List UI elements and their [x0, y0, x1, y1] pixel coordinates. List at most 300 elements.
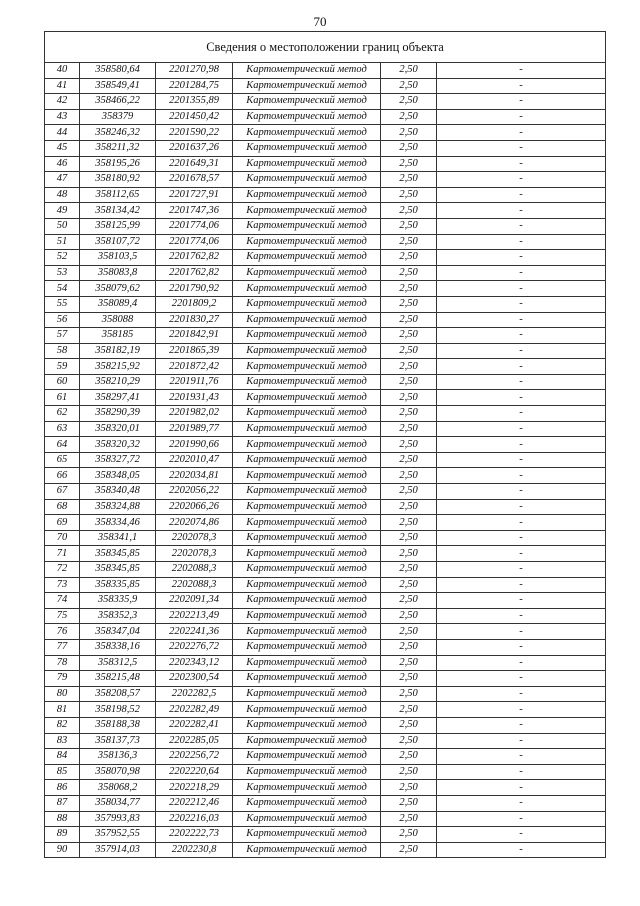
- accuracy-cell: 2,50: [381, 406, 437, 422]
- note-cell: -: [437, 250, 606, 266]
- y-coordinate-cell: 2201450,42: [156, 109, 233, 125]
- note-cell: -: [437, 593, 606, 609]
- method-cell: Картометрический метод: [233, 780, 381, 796]
- method-cell: Картометрический метод: [233, 78, 381, 94]
- note-cell: -: [437, 63, 606, 79]
- point-number-cell: 80: [45, 686, 80, 702]
- method-cell: Картометрический метод: [233, 764, 381, 780]
- x-coordinate-cell: 358335,85: [80, 577, 156, 593]
- note-cell: -: [437, 717, 606, 733]
- table-row: [45, 281, 606, 297]
- method-cell: Картометрический метод: [233, 437, 381, 453]
- point-number-cell: 54: [45, 281, 80, 297]
- table-row: [45, 359, 606, 375]
- note-cell: -: [437, 421, 606, 437]
- y-coordinate-cell: 2202078,3: [156, 530, 233, 546]
- y-coordinate-cell: 2202213,49: [156, 608, 233, 624]
- accuracy-cell: 2,50: [381, 203, 437, 219]
- table-row: [45, 546, 606, 562]
- note-cell: -: [437, 686, 606, 702]
- method-cell: Картометрический метод: [233, 234, 381, 250]
- x-coordinate-cell: 358034,77: [80, 795, 156, 811]
- method-cell: Картометрический метод: [233, 63, 381, 79]
- table-row: [45, 203, 606, 219]
- point-number-cell: 71: [45, 546, 80, 562]
- accuracy-cell: 2,50: [381, 452, 437, 468]
- note-cell: -: [437, 795, 606, 811]
- note-cell: -: [437, 78, 606, 94]
- x-coordinate-cell: 358348,05: [80, 468, 156, 484]
- note-cell: -: [437, 577, 606, 593]
- note-cell: -: [437, 281, 606, 297]
- table-row: [45, 78, 606, 94]
- x-coordinate-cell: 358290,39: [80, 406, 156, 422]
- accuracy-cell: 2,50: [381, 63, 437, 79]
- point-number-cell: 73: [45, 577, 80, 593]
- note-cell: -: [437, 234, 606, 250]
- y-coordinate-cell: 2202216,03: [156, 811, 233, 827]
- table-row: [45, 686, 606, 702]
- x-coordinate-cell: 358340,48: [80, 484, 156, 500]
- y-coordinate-cell: 2202343,12: [156, 655, 233, 671]
- method-cell: Картометрический метод: [233, 203, 381, 219]
- table-row: [45, 218, 606, 234]
- x-coordinate-cell: 358125,99: [80, 218, 156, 234]
- table-row: [45, 795, 606, 811]
- method-cell: Картометрический метод: [233, 546, 381, 562]
- y-coordinate-cell: 2202074,86: [156, 515, 233, 531]
- point-number-cell: 58: [45, 343, 80, 359]
- table-row: [45, 374, 606, 390]
- note-cell: -: [437, 499, 606, 515]
- accuracy-cell: 2,50: [381, 655, 437, 671]
- x-coordinate-cell: 358107,72: [80, 234, 156, 250]
- method-cell: Картометрический метод: [233, 608, 381, 624]
- table-row: [45, 749, 606, 765]
- table-row: [45, 265, 606, 281]
- note-cell: -: [437, 437, 606, 453]
- table-row: [45, 562, 606, 578]
- x-coordinate-cell: 358312,5: [80, 655, 156, 671]
- accuracy-cell: 2,50: [381, 125, 437, 141]
- method-cell: Картометрический метод: [233, 94, 381, 110]
- accuracy-cell: 2,50: [381, 468, 437, 484]
- y-coordinate-cell: 2201649,31: [156, 156, 233, 172]
- y-coordinate-cell: 2201990,66: [156, 437, 233, 453]
- y-coordinate-cell: 2201747,36: [156, 203, 233, 219]
- accuracy-cell: 2,50: [381, 717, 437, 733]
- point-number-cell: 77: [45, 639, 80, 655]
- table-row: [45, 811, 606, 827]
- point-number-cell: 90: [45, 842, 80, 858]
- table-row: [45, 484, 606, 500]
- point-number-cell: 63: [45, 421, 80, 437]
- point-number-cell: 72: [45, 562, 80, 578]
- table-row: [45, 312, 606, 328]
- accuracy-cell: 2,50: [381, 795, 437, 811]
- x-coordinate-cell: 358188,38: [80, 717, 156, 733]
- accuracy-cell: 2,50: [381, 359, 437, 375]
- accuracy-cell: 2,50: [381, 265, 437, 281]
- point-number-cell: 60: [45, 374, 80, 390]
- point-number-cell: 53: [45, 265, 80, 281]
- table-row: [45, 499, 606, 515]
- x-coordinate-cell: 358198,52: [80, 702, 156, 718]
- point-number-cell: 61: [45, 390, 80, 406]
- accuracy-cell: 2,50: [381, 577, 437, 593]
- method-cell: Картометрический метод: [233, 671, 381, 687]
- accuracy-cell: 2,50: [381, 421, 437, 437]
- note-cell: -: [437, 749, 606, 765]
- y-coordinate-cell: 2201762,82: [156, 265, 233, 281]
- x-coordinate-cell: 358324,88: [80, 499, 156, 515]
- accuracy-cell: 2,50: [381, 562, 437, 578]
- table-row: [45, 421, 606, 437]
- point-number-cell: 47: [45, 172, 80, 188]
- note-cell: -: [437, 827, 606, 843]
- table-row: [45, 296, 606, 312]
- note-cell: -: [437, 546, 606, 562]
- point-number-cell: 48: [45, 187, 80, 203]
- point-number-cell: 76: [45, 624, 80, 640]
- point-number-cell: 57: [45, 328, 80, 344]
- point-number-cell: 43: [45, 109, 80, 125]
- method-cell: Картометрический метод: [233, 250, 381, 266]
- note-cell: -: [437, 109, 606, 125]
- x-coordinate-cell: 358327,72: [80, 452, 156, 468]
- table-title-row: [45, 32, 606, 63]
- note-cell: -: [437, 842, 606, 858]
- y-coordinate-cell: 2202212,46: [156, 795, 233, 811]
- accuracy-cell: 2,50: [381, 218, 437, 234]
- y-coordinate-cell: 2201774,06: [156, 234, 233, 250]
- accuracy-cell: 2,50: [381, 328, 437, 344]
- x-coordinate-cell: 357914,03: [80, 842, 156, 858]
- y-coordinate-cell: 2201678,57: [156, 172, 233, 188]
- x-coordinate-cell: 358320,01: [80, 421, 156, 437]
- table-row: [45, 671, 606, 687]
- method-cell: Картометрический метод: [233, 265, 381, 281]
- table-row: [45, 140, 606, 156]
- table-row: [45, 109, 606, 125]
- method-cell: Картометрический метод: [233, 639, 381, 655]
- y-coordinate-cell: 2202066,26: [156, 499, 233, 515]
- accuracy-cell: 2,50: [381, 749, 437, 765]
- y-coordinate-cell: 2202091,34: [156, 593, 233, 609]
- y-coordinate-cell: 2202282,5: [156, 686, 233, 702]
- x-coordinate-cell: 358185: [80, 328, 156, 344]
- y-coordinate-cell: 2201842,91: [156, 328, 233, 344]
- x-coordinate-cell: 358208,57: [80, 686, 156, 702]
- method-cell: Картометрический метод: [233, 109, 381, 125]
- note-cell: -: [437, 515, 606, 531]
- point-number-cell: 52: [45, 250, 80, 266]
- accuracy-cell: 2,50: [381, 546, 437, 562]
- point-number-cell: 86: [45, 780, 80, 796]
- y-coordinate-cell: 2201637,26: [156, 140, 233, 156]
- table-row: [45, 250, 606, 266]
- y-coordinate-cell: 2202088,3: [156, 562, 233, 578]
- point-number-cell: 40: [45, 63, 80, 79]
- y-coordinate-cell: 2202230,8: [156, 842, 233, 858]
- point-number-cell: 74: [45, 593, 80, 609]
- accuracy-cell: 2,50: [381, 312, 437, 328]
- table-row: [45, 733, 606, 749]
- method-cell: Картометрический метод: [233, 686, 381, 702]
- table-row: [45, 156, 606, 172]
- x-coordinate-cell: 358079,62: [80, 281, 156, 297]
- point-number-cell: 41: [45, 78, 80, 94]
- point-number-cell: 88: [45, 811, 80, 827]
- note-cell: -: [437, 780, 606, 796]
- table-row: [45, 94, 606, 110]
- note-cell: -: [437, 530, 606, 546]
- x-coordinate-cell: 358195,26: [80, 156, 156, 172]
- accuracy-cell: 2,50: [381, 109, 437, 125]
- x-coordinate-cell: 358379: [80, 109, 156, 125]
- accuracy-cell: 2,50: [381, 390, 437, 406]
- table-row: [45, 234, 606, 250]
- point-number-cell: 87: [45, 795, 80, 811]
- point-number-cell: 42: [45, 94, 80, 110]
- y-coordinate-cell: 2202010,47: [156, 452, 233, 468]
- note-cell: -: [437, 562, 606, 578]
- x-coordinate-cell: 358180,92: [80, 172, 156, 188]
- method-cell: Картометрический метод: [233, 281, 381, 297]
- method-cell: Картометрический метод: [233, 593, 381, 609]
- y-coordinate-cell: 2201931,43: [156, 390, 233, 406]
- y-coordinate-cell: 2202256,72: [156, 749, 233, 765]
- table-row: [45, 655, 606, 671]
- note-cell: -: [437, 359, 606, 375]
- point-number-cell: 56: [45, 312, 80, 328]
- point-number-cell: 82: [45, 717, 80, 733]
- note-cell: -: [437, 624, 606, 640]
- point-number-cell: 44: [45, 125, 80, 141]
- table-row: [45, 172, 606, 188]
- x-coordinate-cell: 358246,32: [80, 125, 156, 141]
- x-coordinate-cell: 358088: [80, 312, 156, 328]
- y-coordinate-cell: 2201809,2: [156, 296, 233, 312]
- table-row: [45, 624, 606, 640]
- table-row: [45, 780, 606, 796]
- accuracy-cell: 2,50: [381, 702, 437, 718]
- table-row: [45, 842, 606, 858]
- method-cell: Картометрический метод: [233, 421, 381, 437]
- accuracy-cell: 2,50: [381, 499, 437, 515]
- accuracy-cell: 2,50: [381, 686, 437, 702]
- table-row: [45, 406, 606, 422]
- note-cell: -: [437, 484, 606, 500]
- y-coordinate-cell: 2202222,73: [156, 827, 233, 843]
- y-coordinate-cell: 2201284,75: [156, 78, 233, 94]
- method-cell: Картометрический метод: [233, 842, 381, 858]
- accuracy-cell: 2,50: [381, 733, 437, 749]
- point-number-cell: 85: [45, 764, 80, 780]
- accuracy-cell: 2,50: [381, 296, 437, 312]
- x-coordinate-cell: 358347,04: [80, 624, 156, 640]
- x-coordinate-cell: 358112,65: [80, 187, 156, 203]
- table-row: [45, 530, 606, 546]
- x-coordinate-cell: 358137,73: [80, 733, 156, 749]
- table-row: [45, 187, 606, 203]
- accuracy-cell: 2,50: [381, 764, 437, 780]
- method-cell: Картометрический метод: [233, 577, 381, 593]
- point-number-cell: 69: [45, 515, 80, 531]
- x-coordinate-cell: 358136,3: [80, 749, 156, 765]
- y-coordinate-cell: 2201762,82: [156, 250, 233, 266]
- method-cell: Картометрический метод: [233, 562, 381, 578]
- method-cell: Картометрический метод: [233, 296, 381, 312]
- method-cell: Картометрический метод: [233, 140, 381, 156]
- x-coordinate-cell: 358549,41: [80, 78, 156, 94]
- accuracy-cell: 2,50: [381, 281, 437, 297]
- y-coordinate-cell: 2202078,3: [156, 546, 233, 562]
- note-cell: -: [437, 187, 606, 203]
- method-cell: Картометрический метод: [233, 172, 381, 188]
- accuracy-cell: 2,50: [381, 187, 437, 203]
- method-cell: Картометрический метод: [233, 343, 381, 359]
- point-number-cell: 68: [45, 499, 80, 515]
- x-coordinate-cell: 358320,32: [80, 437, 156, 453]
- table-row: [45, 343, 606, 359]
- accuracy-cell: 2,50: [381, 140, 437, 156]
- table-row: [45, 593, 606, 609]
- x-coordinate-cell: 358089,4: [80, 296, 156, 312]
- x-coordinate-cell: 358466,22: [80, 94, 156, 110]
- method-cell: Картометрический метод: [233, 499, 381, 515]
- method-cell: Картометрический метод: [233, 702, 381, 718]
- note-cell: -: [437, 296, 606, 312]
- y-coordinate-cell: 2202220,64: [156, 764, 233, 780]
- method-cell: Картометрический метод: [233, 515, 381, 531]
- note-cell: -: [437, 343, 606, 359]
- method-cell: Картометрический метод: [233, 717, 381, 733]
- table-row: [45, 468, 606, 484]
- method-cell: Картометрический метод: [233, 530, 381, 546]
- table-row: [45, 437, 606, 453]
- table-row: [45, 639, 606, 655]
- accuracy-cell: 2,50: [381, 172, 437, 188]
- y-coordinate-cell: 2202282,49: [156, 702, 233, 718]
- note-cell: -: [437, 172, 606, 188]
- method-cell: Картометрический метод: [233, 655, 381, 671]
- accuracy-cell: 2,50: [381, 94, 437, 110]
- method-cell: Картометрический метод: [233, 749, 381, 765]
- point-number-cell: 45: [45, 140, 80, 156]
- table-row: [45, 717, 606, 733]
- point-number-cell: 70: [45, 530, 80, 546]
- y-coordinate-cell: 2201865,39: [156, 343, 233, 359]
- accuracy-cell: 2,50: [381, 374, 437, 390]
- boundary-coordinates-table: [44, 31, 606, 858]
- table-row: [45, 764, 606, 780]
- note-cell: -: [437, 203, 606, 219]
- table-row: [45, 452, 606, 468]
- note-cell: -: [437, 156, 606, 172]
- note-cell: -: [437, 265, 606, 281]
- accuracy-cell: 2,50: [381, 530, 437, 546]
- y-coordinate-cell: 2202285,05: [156, 733, 233, 749]
- accuracy-cell: 2,50: [381, 343, 437, 359]
- point-number-cell: 89: [45, 827, 80, 843]
- x-coordinate-cell: 358338,16: [80, 639, 156, 655]
- point-number-cell: 49: [45, 203, 80, 219]
- point-number-cell: 81: [45, 702, 80, 718]
- y-coordinate-cell: 2201790,92: [156, 281, 233, 297]
- table-row: [45, 328, 606, 344]
- accuracy-cell: 2,50: [381, 842, 437, 858]
- x-coordinate-cell: 358211,32: [80, 140, 156, 156]
- x-coordinate-cell: 358103,5: [80, 250, 156, 266]
- point-number-cell: 51: [45, 234, 80, 250]
- table-row: [45, 125, 606, 141]
- x-coordinate-cell: 358341,1: [80, 530, 156, 546]
- accuracy-cell: 2,50: [381, 234, 437, 250]
- table-row: [45, 608, 606, 624]
- accuracy-cell: 2,50: [381, 437, 437, 453]
- y-coordinate-cell: 2202276,72: [156, 639, 233, 655]
- table-body: [45, 63, 606, 858]
- point-number-cell: 59: [45, 359, 80, 375]
- note-cell: -: [437, 374, 606, 390]
- point-number-cell: 46: [45, 156, 80, 172]
- method-cell: Картометрический метод: [233, 733, 381, 749]
- y-coordinate-cell: 2201911,76: [156, 374, 233, 390]
- note-cell: -: [437, 764, 606, 780]
- accuracy-cell: 2,50: [381, 671, 437, 687]
- method-cell: Картометрический метод: [233, 795, 381, 811]
- note-cell: -: [437, 406, 606, 422]
- point-number-cell: 83: [45, 733, 80, 749]
- x-coordinate-cell: 358215,48: [80, 671, 156, 687]
- note-cell: -: [437, 811, 606, 827]
- accuracy-cell: 2,50: [381, 780, 437, 796]
- accuracy-cell: 2,50: [381, 608, 437, 624]
- method-cell: Картометрический метод: [233, 484, 381, 500]
- y-coordinate-cell: 2201590,22: [156, 125, 233, 141]
- page-number: 70: [313, 14, 327, 29]
- note-cell: -: [437, 702, 606, 718]
- accuracy-cell: 2,50: [381, 484, 437, 500]
- note-cell: -: [437, 671, 606, 687]
- table-row: [45, 390, 606, 406]
- x-coordinate-cell: 358215,92: [80, 359, 156, 375]
- note-cell: -: [437, 639, 606, 655]
- x-coordinate-cell: 358352,3: [80, 608, 156, 624]
- method-cell: Картометрический метод: [233, 218, 381, 234]
- table-row: [45, 827, 606, 843]
- x-coordinate-cell: 358210,29: [80, 374, 156, 390]
- note-cell: -: [437, 218, 606, 234]
- note-cell: -: [437, 452, 606, 468]
- point-number-cell: 66: [45, 468, 80, 484]
- table-row: [45, 702, 606, 718]
- y-coordinate-cell: 2201982,02: [156, 406, 233, 422]
- x-coordinate-cell: 358334,46: [80, 515, 156, 531]
- y-coordinate-cell: 2202282,41: [156, 717, 233, 733]
- method-cell: Картометрический метод: [233, 187, 381, 203]
- method-cell: Картометрический метод: [233, 390, 381, 406]
- method-cell: Картометрический метод: [233, 624, 381, 640]
- y-coordinate-cell: 2201989,77: [156, 421, 233, 437]
- x-coordinate-cell: 357993,83: [80, 811, 156, 827]
- x-coordinate-cell: 358345,85: [80, 546, 156, 562]
- note-cell: -: [437, 608, 606, 624]
- x-coordinate-cell: 358580,64: [80, 63, 156, 79]
- accuracy-cell: 2,50: [381, 250, 437, 266]
- point-number-cell: 55: [45, 296, 80, 312]
